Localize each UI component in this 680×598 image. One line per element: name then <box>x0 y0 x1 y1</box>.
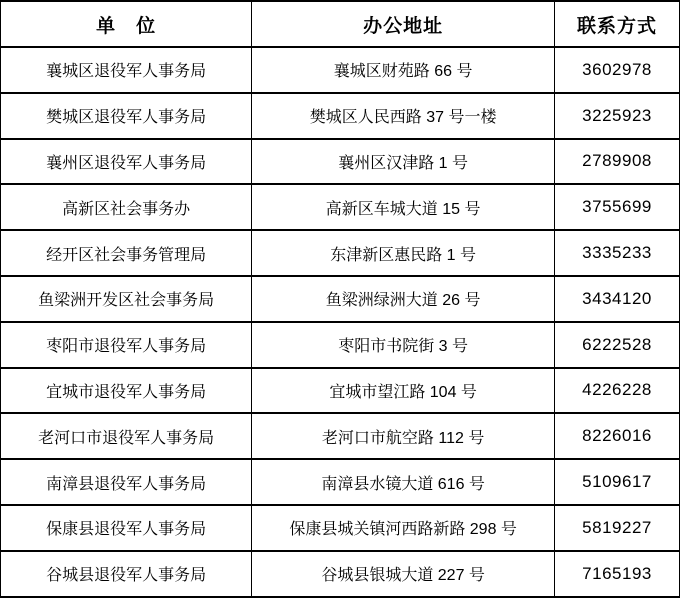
header-row <box>1 1 680 47</box>
address-cell: 枣阳市书院街 3 号 <box>252 322 555 368</box>
unit-cell: 鱼梁洲开发区社会事务局 <box>1 276 252 322</box>
table-row <box>1 459 680 505</box>
address-cell: 保康县城关镇河西路新路 298 号 <box>252 505 555 551</box>
phone-cell: 7165193 <box>555 551 680 597</box>
address-cell: 鱼梁洲绿洲大道 26 号 <box>252 276 555 322</box>
table-row <box>1 551 680 597</box>
address-cell: 老河口市航空路 112 号 <box>252 413 555 459</box>
table-row <box>1 184 680 230</box>
unit-cell: 襄州区退役军人事务局 <box>1 139 252 185</box>
address-cell: 宜城市望江路 104 号 <box>252 368 555 414</box>
unit-cell: 樊城区退役军人事务局 <box>1 93 252 139</box>
column-header-phone: 联系方式 <box>555 1 680 47</box>
table-row <box>1 368 680 414</box>
table-row <box>1 230 680 276</box>
table-row <box>1 322 680 368</box>
address-cell: 高新区车城大道 15 号 <box>252 184 555 230</box>
phone-cell: 3434120 <box>555 276 680 322</box>
table-row <box>1 413 680 459</box>
table-row <box>1 139 680 185</box>
column-header-unit: 单 位 <box>1 1 252 47</box>
unit-cell: 宜城市退役军人事务局 <box>1 368 252 414</box>
table-row <box>1 47 680 93</box>
phone-cell: 5819227 <box>555 505 680 551</box>
phone-cell: 6222528 <box>555 322 680 368</box>
phone-cell: 3602978 <box>555 47 680 93</box>
address-cell: 东津新区惠民路 1 号 <box>252 230 555 276</box>
phone-cell: 4226228 <box>555 368 680 414</box>
table-row <box>1 93 680 139</box>
unit-cell: 高新区社会事务办 <box>1 184 252 230</box>
table-row <box>1 505 680 551</box>
address-cell: 襄州区汉津路 1 号 <box>252 139 555 185</box>
unit-cell: 老河口市退役军人事务局 <box>1 413 252 459</box>
unit-cell: 枣阳市退役军人事务局 <box>1 322 252 368</box>
unit-cell: 襄城区退役军人事务局 <box>1 47 252 93</box>
column-header-address: 办公地址 <box>252 1 555 47</box>
unit-cell: 谷城县退役军人事务局 <box>1 551 252 597</box>
table-row <box>1 276 680 322</box>
unit-cell: 南漳县退役军人事务局 <box>1 459 252 505</box>
phone-cell: 3225923 <box>555 93 680 139</box>
address-cell: 樊城区人民西路 37 号一楼 <box>252 93 555 139</box>
address-cell: 襄城区财苑路 66 号 <box>252 47 555 93</box>
phone-cell: 3335233 <box>555 230 680 276</box>
table-body <box>1 47 680 597</box>
phone-cell: 3755699 <box>555 184 680 230</box>
address-cell: 谷城县银城大道 227 号 <box>252 551 555 597</box>
phone-cell: 8226016 <box>555 413 680 459</box>
phone-cell: 2789908 <box>555 139 680 185</box>
phone-cell: 5109617 <box>555 459 680 505</box>
unit-cell: 保康县退役军人事务局 <box>1 505 252 551</box>
address-cell: 南漳县水镜大道 616 号 <box>252 459 555 505</box>
unit-cell: 经开区社会事务管理局 <box>1 230 252 276</box>
